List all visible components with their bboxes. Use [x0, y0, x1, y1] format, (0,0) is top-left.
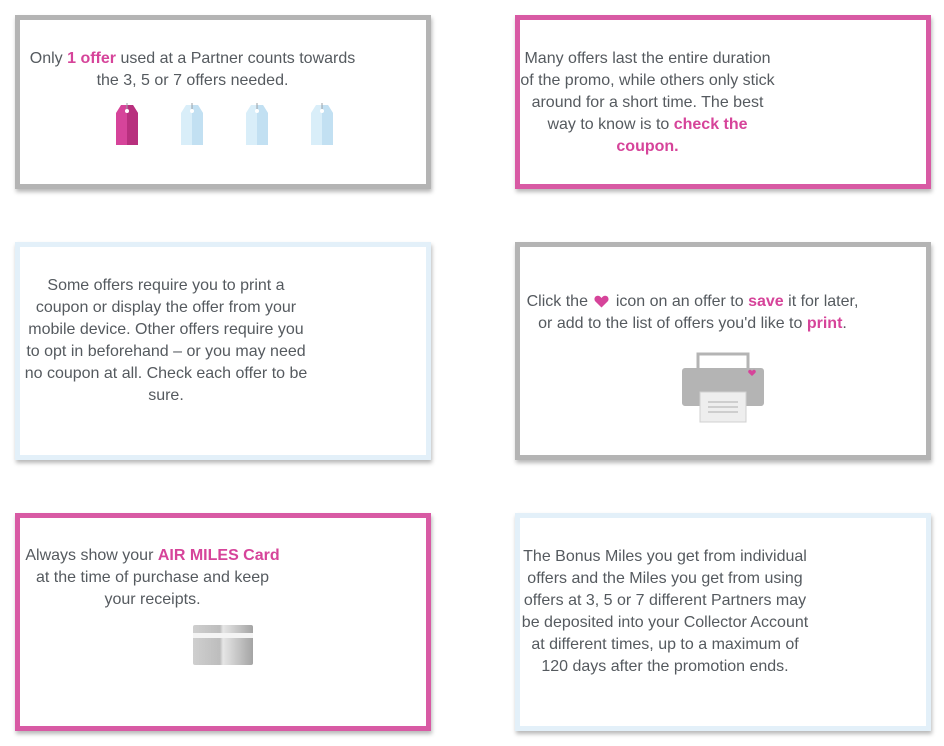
tag-blue-icon [244, 103, 270, 147]
card-text: Always show your AIR MILES Card at the time of purchase and keep your receipts. [25, 547, 280, 608]
info-card-bonus-miles [515, 513, 931, 731]
heart-icon [594, 295, 609, 308]
highlight-one-offer: 1 offer [67, 50, 116, 67]
card-text: Many offers last the entire duration of the promo, while others only stick around for a short time. The best way to know is to check the coupon. [520, 50, 775, 155]
card-text: The Bonus Miles you get from individual offers and the Miles you get from using offers at 3, 5 or 7 different Partners may be deposited into your Collector Account at different times, up to a maximum of 120 days after the promotion ends. [521, 548, 809, 675]
highlight-print: print [806, 315, 843, 332]
highlight-save: save [748, 293, 784, 310]
air-miles-card-icon [192, 624, 254, 666]
card-text: Only 1 offer used at a Partner counts towards the 3, 5 or 7 offers needed. [29, 50, 356, 89]
highlight-air-miles-card: AIR MILES Card [157, 547, 280, 564]
tag-pink-icon [114, 103, 140, 147]
info-card-coupon-types [15, 242, 431, 460]
info-card-partner-count [15, 15, 431, 189]
printer-icon [680, 352, 766, 424]
highlight-check-coupon: check the coupon. [616, 116, 748, 155]
card-text: Click the icon on an offer to save it for later, or add to the list of offers you'd like to print. [526, 293, 859, 332]
tag-blue-icon [309, 103, 335, 147]
info-card-offer-duration [515, 15, 931, 189]
tag-blue-icon [179, 103, 205, 147]
tag-icons [110, 103, 350, 153]
info-card-save-print [515, 242, 931, 460]
card-text: Some offers require you to print a coupon or display the offer from your mobile device. Other offers require you to opt in beforehand – or you may need no coupon at all. Check each offer to be sure. [24, 277, 308, 404]
info-card-show-card [15, 513, 431, 731]
